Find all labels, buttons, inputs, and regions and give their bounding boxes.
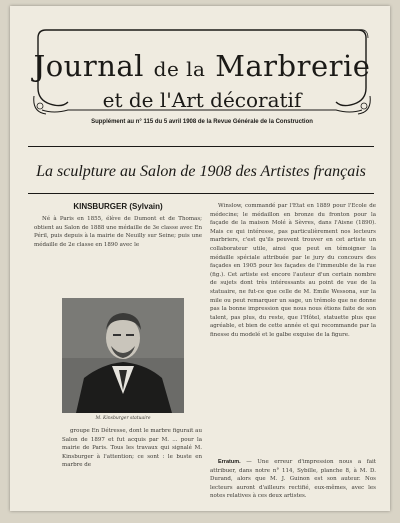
journal-page — [10, 6, 390, 511]
left-column-continuation — [62, 427, 202, 470]
portrait-photo — [62, 298, 184, 413]
portrait-image — [62, 298, 184, 413]
article-byline: KINSBURGER (Sylvain) — [73, 202, 163, 211]
supplement-line: Supplément au n° 115 du 5 avril 1908 de la Revue Générale de la Construction — [91, 119, 313, 125]
right-column — [210, 202, 376, 340]
title-rule-top — [28, 146, 374, 147]
erratum-text: — Une erreur d'impression nous a fait attribuer, dans notre n° 114, Sybille, planche 8, à M. D. Durand, alors que M. J. Guinon est son auteur. Nos lecteurs auront d'ailleurs rectifié, eux-mêmes, avec les notes relatives à ces deux artistes. — [210, 459, 376, 500]
left-intro-paragraph: Né à Paris en 1855, élève de Dumont et de Thomas; obtient au Salon de 1888 une médaille de 3e classe avec En Péril, puis depuis à la mairie de Neuilly sur Seine; puis une médaille de 2e classe en 1890 avec le — [34, 216, 202, 248]
erratum-paragraph — [210, 458, 376, 501]
masthead-subtitle: et de l'Art décoratif — [102, 88, 302, 112]
erratum-note — [210, 458, 376, 501]
masthead — [32, 26, 372, 114]
masthead-title-part1: Journal — [33, 49, 154, 83]
left-column-intro — [34, 202, 202, 249]
erratum-lead: Erratum. — [218, 459, 241, 465]
masthead-title-part2: Marbrerie — [205, 49, 371, 83]
masthead-title-de: de la — [153, 57, 206, 81]
article-title: La sculpture au Salon de 1908 des Artistes français — [36, 163, 366, 180]
photo-caption: M. Kinsburger statuaire — [95, 416, 151, 421]
right-column-paragraph: Winslow, commandé par l'Etat en 1889 pour l'Ecole de médecine; le médaillon en bronze du fronton pour la façade de la maison Molé à Sèvres, dans l'Aisne (1890). Mais ce qui intéresse, pas particulièrement nos lecteurs marbriers, c'est qu'ils peuvent trouver en cet artiste un collaborateur utile, ainsi que peut en témoigner la médaille spéciale attribuée par le jury du concours des façades en 1905 pour les façades de l'immeuble de la rue (fig.). Cet artiste est encore l'auteur d'un certain nombre de sujets dont très intéressants au point de vue de la statuaire, ne fut-ce que celle de M. Emile Wessona, sur la mile ou peut remarquer un sage, un trémolo que ne donne pas la bonne impression que nous nous étions faite de son talent, pas plus, du reste, que l'Hôtel, statuette plus que agréable, et bien de cette année et qui recommande par la finesse du modelé et le galbe exquise de la figure. — [210, 203, 376, 338]
title-rule-bottom — [28, 193, 374, 194]
masthead-title — [32, 49, 372, 83]
left-bottom-paragraph: groupe En Détresse, dont le marbre figurait au Salon de 1897 et fut acquis par M. ... pour la mairie de Paris. Tous les travaux qui signalé M. Kinsburger à l'attention; ce sont : le buste en marbre de — [62, 428, 202, 469]
